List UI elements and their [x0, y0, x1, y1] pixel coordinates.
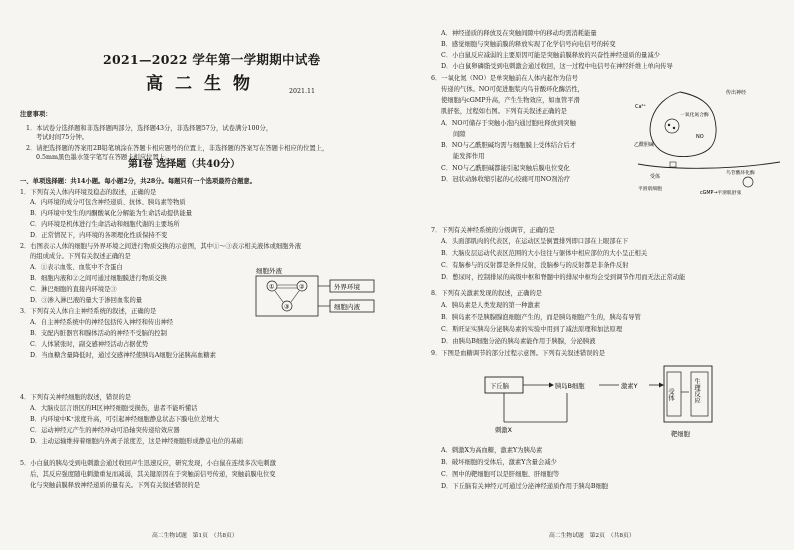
q5-option-b: B．感觉细胞与突触前膜的释放实现了化学信号向电信号的转变 — [441, 41, 616, 48]
q6-option-b-cont: 能发挥作用 — [453, 153, 485, 160]
node-1-label: ① — [269, 283, 275, 291]
q1-option-c: C．内环境是机体进行生命活动和细胞代谢的主要场所 — [30, 221, 180, 228]
receptor-label: 受体 — [667, 388, 674, 401]
receptor-label: 受体 — [650, 174, 661, 180]
calcium-label: Ca²⁺ — [635, 104, 647, 110]
node-2-label: ② — [299, 283, 305, 291]
hypothalamus-label: 下丘脑 — [490, 383, 509, 390]
no-signaling-diagram — [630, 86, 788, 198]
smooth-muscle-label: 平滑肌细胞 — [638, 187, 662, 192]
q5-option-d: D．小白鼠卵磷脂受到电刺激会通过收回，这一过程中电信号在神经纤维上单向传导 — [441, 63, 673, 70]
page-footer: 高二生物试题 第2页 （共8页） — [549, 533, 635, 539]
arrow-2-3 — [291, 291, 299, 302]
q1-option-b: B．内环境中发生的丙酮酸氧化分解能为生命活动提供能量 — [30, 210, 193, 217]
question-8-stem: 8．下列有关激素发现的叙述，正确的是 — [431, 290, 543, 297]
q3-option-b: B．支配内脏器官和腺体活动的神经不受脑的控制 — [30, 330, 167, 337]
no-label: NO — [696, 134, 704, 140]
question-6-line2: 传递的气体。NO可促进胞浆内鸟苷酸环化酶活性， — [441, 86, 584, 93]
subject-heading: 高二生物 — [146, 74, 262, 94]
part-heading: 一、单项选择题：共14小题。每小题2分，共28分。每题只有一个选项最符合题意。 — [20, 178, 257, 185]
effect-label: 生理反应 — [693, 378, 700, 404]
q4-option-c: C．运动神经元产生的神经冲动可沿轴突传递给效应器 — [30, 427, 180, 434]
q1-option-d: D．正常情况下，内环境的各项理化性质保持不变 — [30, 232, 168, 239]
notes-heading: 注意事项： — [20, 111, 52, 118]
note-line: 0.5mm黑色墨水签字笔写在答题卡相应位置上。 — [36, 154, 172, 161]
question-5-line3: 化与突触前膜释放神经递质的量有关。下列有关叙述错误的是 — [30, 482, 201, 489]
target-cell-label: 靶细胞 — [671, 431, 690, 438]
q3-option-d: D．当血糖含量降低时，通过交感神经使胰岛A细胞分泌胰高血糖素 — [30, 352, 216, 359]
guanylate-cyclase — [743, 177, 753, 187]
question-1-stem: 1．下列有关人体内环境及稳态的叙述，正确的是 — [20, 189, 157, 196]
q9-option-d: D．下丘脑有关神经元可通过分泌神经递质作用于胰岛B细胞 — [441, 483, 609, 490]
q2-option-a: A．①表示血浆、血浆中不含蛋白 — [30, 264, 123, 271]
q5-option-c: C．小白鼠反应减弱的主要原因可能是突触前膜释放的兴奋性神经递质的量减少 — [441, 52, 660, 59]
nerve-label: 传出神经 — [726, 90, 747, 96]
question-2-stem: 2．右图表示人体的细胞与外界环境之间进行物质交换的示意图，其中①～③表示相关液体或细胞外液 — [20, 243, 302, 250]
vesicle-dot — [673, 127, 675, 129]
question-3-stem: 3．下列有关人体自主神经系统的叙述，正确的是 — [20, 308, 157, 315]
q4-option-d: D．主动运输维持着细胞内外离子浓度差，这是神经细胞形成静息电位的基础 — [30, 438, 243, 445]
diagram-title: 细胞外液 — [256, 267, 282, 275]
note-line: 1．本试卷分选择题和非选择题两部分，选择题43分，非选择题57分，试卷满分100分， — [26, 125, 273, 132]
question-2-stem-cont: 的组成成分。下列有关叙述正确的是 — [30, 253, 131, 260]
q7-option-d: D．憋尿时，控制排尿的高级中枢和脊髓中的排尿中枢均会受到调节作用而无法正常动能 — [441, 274, 686, 281]
q8-option-c: C．斯旺证实胰岛分泌胰岛素的实验中用到了减法原理和加法原理 — [441, 326, 623, 333]
q6-option-a-cont: 间隙 — [453, 131, 466, 138]
exam-date: 2021.11 — [289, 88, 316, 95]
arrow-3-1 — [275, 291, 283, 302]
blood-glucose-diagram — [481, 362, 721, 440]
intracellular-label: 细胞内液 — [334, 303, 360, 311]
q7-option-c: C．有脑参与的反射都是条件反射，没脑参与的反射都是非条件反射 — [441, 262, 629, 269]
gc-label: 鸟苷酸环化酶 — [726, 171, 755, 176]
question-6-line3: 使细胞内cGMP升高，产生生物效应，如血管平滑 — [441, 97, 580, 104]
exam-title: 2021—2022 学年第一学期期中试卷 — [103, 52, 321, 67]
q6-option-d: D．冠状动脉收缩引起的心绞痛可用NO剂治疗 — [441, 176, 571, 183]
q7-option-a: A．头面部肌肉的代表区，在运动区呈倒置排列即口部在上眼部在下 — [441, 238, 629, 245]
nerve-terminal — [650, 92, 716, 157]
q1-option-a: A．内环境的成分可包含神经递质、抗体、胰岛素等物质 — [30, 199, 186, 206]
question-6-stem: 6．一氧化氮（NO）是单突触前在人体内起作为信号 — [431, 75, 578, 82]
q2-option-c: C．淋巴细胞的直接内环境是③ — [30, 286, 117, 293]
q6-option-a: A．NO可储存于突触小泡内通过胞吐释放到突触 — [441, 120, 576, 127]
q9-option-a: A．刺激X为高血糖，激素Y为胰岛素 — [441, 447, 543, 454]
q8-option-b: B．胰岛素不是胰腺腺泡细胞产生的，而是胰岛细胞产生的，胰岛有导管 — [441, 314, 641, 321]
islet-label: 胰岛B细胞 — [555, 383, 585, 390]
q2-option-b: B．细胞内液和②之间可通过细胞膜进行物质交换 — [30, 275, 167, 282]
ach-label: 乙酰胆碱 — [634, 142, 655, 148]
node-3-label: ③ — [284, 303, 290, 311]
question-5-line2: 后，其反应强度随电刺激重复而减弱，其关键原因在于突触前信号传递，突触前膜电位变 — [30, 471, 276, 478]
q6-option-c: C．NO与乙酰胆碱都能引起突触后膜电位变化 — [441, 165, 570, 172]
page-footer: 高二生物试题 第1页 （共8页） — [152, 533, 238, 539]
q3-option-c: C．人体紧张时，副交感神经活动占据优势 — [30, 341, 149, 348]
q3-option-a: A．自主神经系统中的神经包括传入神经和传出神经 — [30, 319, 174, 326]
question-5-stem: 5．小白鼠的胰岛受到电刺激会通过收回声生迅速反应，研究发现，小白鼠在连续多次电刺激 — [20, 460, 276, 467]
note-line: 考试时间75分钟。 — [36, 134, 89, 141]
question-6-line4: 肌舒张，过程如右图。下列有关叙述正确的是 — [441, 108, 567, 115]
stimulus-x-label: 刺激X — [495, 427, 512, 434]
q7-option-b: B．大脑皮层运动代表区范围的大小往往与躯体中相应部位的大小呈正相关 — [441, 250, 648, 257]
vesicle-dot — [668, 124, 670, 126]
question-4-stem: 4．下列有关神经细胞的叙述，错误的是 — [20, 394, 132, 401]
q8-option-a: A．胰岛素是人类发现的第一种激素 — [441, 302, 541, 309]
arrowhead — [659, 383, 664, 388]
section-heading: 第Ⅰ卷 选择题（共40分） — [128, 159, 241, 170]
q4-option-a: A．大脑皮层言语区的H区神经细胞受损伤，患者不能听懂话 — [30, 405, 198, 412]
cgmp-label: cGMP→平滑肌舒张 — [700, 191, 742, 196]
page-2 — [397, 0, 794, 550]
hormone-y-label: 激素Y — [621, 383, 638, 390]
body-fluid-diagram — [248, 265, 378, 320]
question-7-stem: 7．下列有关神经系统的分级调节，正确的是 — [431, 227, 555, 234]
arrowhead — [549, 383, 554, 388]
question-9-stem: 9．下图是血糖调节的部分过程示意图。下列有关叙述错误的是 — [431, 350, 606, 357]
q2-option-d: D．③渗入淋巴液的量大于渗回血浆的量 — [30, 297, 143, 304]
nos-label: 一氧化氮合酶 — [680, 113, 709, 118]
q6-option-b: B．NO与乙酰胆碱均需与细胞膜上受体结合后才 — [441, 142, 576, 149]
q4-option-b: B．内环境中K⁺浓度升高，可引起神经细胞静息状态下膜电位差增大 — [30, 416, 219, 423]
note-line: 2．请把选择题的答案用2B铅笔填涂在答题卡相应题号的位置上，非选择题的答案写在答题卡相应的位置上， — [26, 145, 329, 152]
q8-option-d: D．由胰岛B细胞分泌的胰岛素能作用于胰腺，分泌胰液 — [441, 338, 596, 345]
smooth-muscle-membrane — [638, 162, 780, 168]
q9-option-c: C．图中的靶细胞可以是肝细胞、肝细胞等 — [441, 471, 560, 478]
external-env-label: 外界环境 — [334, 283, 360, 291]
q5-option-a: A．神经递质的释放及在突触间隙中的移动均需消耗能量 — [441, 30, 597, 37]
vesicle — [665, 119, 679, 133]
receptor-shape — [670, 162, 676, 167]
q9-option-b: B．破坏细胞的受体后，激素Y含量会减少 — [441, 459, 557, 466]
